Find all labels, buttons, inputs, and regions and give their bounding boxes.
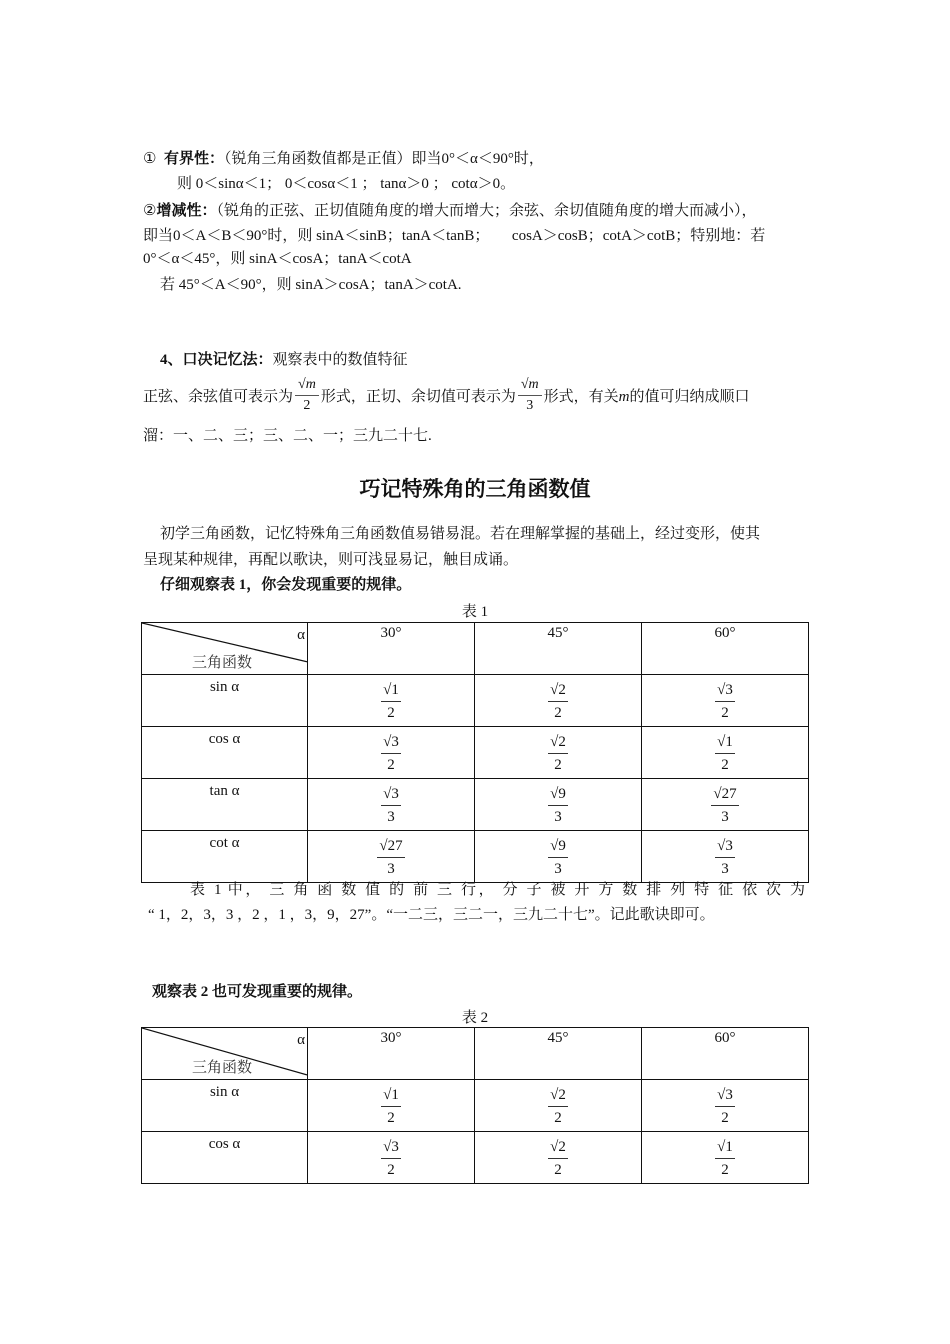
- table-row: [142, 727, 809, 779]
- row-label-cot: cot α: [209, 835, 240, 851]
- boundedness-heading: 有界性：: [163, 151, 224, 167]
- value-fraction: $\frac{√3}{2}$: [381, 1136, 401, 1181]
- intro-line2: 呈现某种规律，再配以歌诀，则可浅显易记，触目成诵。: [143, 552, 519, 568]
- value-fraction: $\frac{√1}{2}$: [381, 1084, 401, 1129]
- monotonicity-intro: （锐角的正弦、正切值随角度的增大而增大；余弦、余切值随角度的增大而减小），: [216, 203, 757, 219]
- row-label-tan: tan α: [209, 783, 240, 799]
- sqrt-icon: √: [550, 682, 559, 698]
- value-fraction: $\frac{√1}{2}$: [381, 679, 401, 724]
- sqrt-icon: √: [383, 786, 392, 802]
- corner-function-label: 三角函数: [192, 1058, 253, 1076]
- table2-col-45: 45°: [475, 1028, 642, 1080]
- table1-col-60: 60°: [642, 623, 809, 675]
- table2-corner-cell: [142, 1028, 308, 1080]
- value-fraction: $\frac{√2}{2}$: [548, 731, 568, 776]
- sqrt-icon: √: [383, 682, 392, 698]
- monotonicity-line4: 若 45°＜A＜90°，则 sinA＞cosA；tanA＞cotA.: [160, 277, 462, 293]
- value-fraction: $\frac{√2}{2}$: [548, 1136, 568, 1181]
- mnemonic-line2: 溜：一、二、三；三、二、一；三九二十七.: [143, 428, 432, 444]
- table1-note-line2: “ 1，2，3，3 ，2 ，1 ，3，9，27”。“一二三，三二一，三九二十七”。记此歌诀即可。: [148, 907, 715, 923]
- sqrt-icon: √: [550, 838, 559, 854]
- table1-corner-cell: [142, 623, 308, 675]
- row-label-sin: sin α: [209, 679, 240, 695]
- value-fraction: $\frac{√3}{2}$: [381, 731, 401, 776]
- sqrt-icon: √: [379, 838, 388, 854]
- sqrt-icon: √: [550, 786, 559, 802]
- mnemonic-heading-line: [160, 350, 408, 370]
- boundedness-result: 则 0＜sinα＜1； 0＜cosα＜1 ； tanα＞0 ； cotα＞0。: [177, 176, 516, 192]
- mnemonic-line1: [143, 377, 750, 418]
- sqrt-icon: √: [383, 734, 392, 750]
- mnemonic-text-a: 正弦、余弦值可表示为: [143, 388, 294, 405]
- sqrt-icon: √: [717, 734, 726, 750]
- value-fraction: $\frac{√27}{3}$: [711, 783, 738, 828]
- table2-col-30: 30°: [308, 1028, 475, 1080]
- corner-alpha-label: α: [297, 627, 305, 643]
- mnemonic-heading: 4、口决记忆法：: [160, 352, 273, 368]
- fraction-sqrt-m-over-2: $\frac{√m}{2}$: [295, 375, 319, 416]
- mnemonic-text-d: 的值可归纳成顺口: [629, 388, 750, 405]
- value-fraction: $\frac{√2}{2}$: [548, 1084, 568, 1129]
- table1-caption: 表 1: [461, 604, 489, 620]
- value-fraction: $\frac{√2}{2}$: [548, 679, 568, 724]
- fraction-sqrt-m-over-3: $\frac{√m}{3}$: [518, 375, 542, 416]
- sqrt-icon: √: [550, 1139, 559, 1155]
- marker-2: ②: [143, 203, 157, 219]
- article-title: 巧记特殊角的三角函数值: [359, 477, 591, 501]
- corner-function-label: 三角函数: [192, 653, 253, 671]
- table1: [141, 622, 809, 883]
- value-fraction: $\frac{√3}{3}$: [715, 835, 735, 880]
- boundedness-intro: （锐角三角函数值都是正值）即当0°＜α＜90°时，: [223, 151, 544, 167]
- value-fraction: $\frac{√9}{3}$: [548, 835, 568, 880]
- value-fraction: $\frac{√9}{3}$: [548, 783, 568, 828]
- sqrt-icon: √: [520, 377, 529, 392]
- mnemonic-text-c: 形式，有关: [543, 388, 619, 405]
- table-row: [142, 675, 809, 727]
- sqrt-icon: √: [383, 1139, 392, 1155]
- mnemonic-text-b: 形式，正切、余切值可表示为: [320, 388, 516, 405]
- table1-note-line1: 表 1 中， 三 角 函 数 值 的 前 三 行， 分 子 被 开 方 数 排 列 特 征 依 次 为: [190, 882, 805, 898]
- sqrt-icon: √: [383, 1087, 392, 1103]
- row-label-cos: cos α: [208, 731, 241, 747]
- boundedness-line: [143, 149, 544, 169]
- table2-caption: 表 2: [461, 1010, 489, 1026]
- monotonicity-heading: 增减性：: [156, 203, 217, 219]
- table1-col-45: 45°: [475, 623, 642, 675]
- table1-col-30: 30°: [308, 623, 475, 675]
- intro-line1: 初学三角函数，记忆特殊角三角函数值易错易混。若在理解掌握的基础上，经过变形，使其: [160, 526, 761, 542]
- mnemonic-var-m: m: [618, 388, 630, 405]
- table-row: [142, 1080, 809, 1132]
- value-fraction: $\frac{√1}{2}$: [715, 1136, 735, 1181]
- marker-1: ①: [143, 151, 157, 167]
- monotonicity-line3: 0°＜α＜45°，则 sinA＜cosA；tanA＜cotA: [143, 251, 412, 267]
- value-fraction: $\frac{√1}{2}$: [715, 731, 735, 776]
- table2: [141, 1027, 809, 1184]
- value-fraction: $\frac{√27}{3}$: [377, 835, 404, 880]
- monotonicity-line2: 即当0＜A＜B＜90°时，则 sinA＜sinB；tanA＜tanB； cosA＞cosB；cotA＞cotB；特别地：若: [143, 228, 766, 244]
- row-label-sin: sin α: [209, 1084, 240, 1100]
- table1-header-row: [142, 623, 809, 675]
- table-row: [142, 1132, 809, 1184]
- sqrt-icon: √: [717, 682, 726, 698]
- value-fraction: $\frac{√3}{2}$: [715, 1084, 735, 1129]
- sqrt-icon: √: [717, 838, 726, 854]
- sqrt-icon: √: [713, 786, 722, 802]
- sqrt-icon: √: [717, 1139, 726, 1155]
- sqrt-icon: √: [298, 377, 306, 392]
- prompt-table2: 观察表 2 也可发现重要的规律。: [152, 984, 363, 1000]
- table2-header-row: [142, 1028, 809, 1080]
- sqrt-icon: √: [717, 1087, 726, 1103]
- corner-alpha-label: α: [297, 1032, 305, 1048]
- mnemonic-heading-tail: 观察表中的数值特征: [272, 352, 408, 368]
- value-fraction: $\frac{√3}{2}$: [715, 679, 735, 724]
- table2-col-60: 60°: [642, 1028, 809, 1080]
- monotonicity-line: [143, 201, 756, 221]
- row-label-cos: cos α: [208, 1136, 241, 1152]
- prompt-table1: 仔细观察表 1，你会发现重要的规律。: [160, 577, 412, 593]
- table-row: [142, 779, 809, 831]
- sqrt-icon: √: [550, 734, 559, 750]
- value-fraction: $\frac{√3}{3}$: [381, 783, 401, 828]
- table-row: [142, 831, 809, 883]
- sqrt-icon: √: [550, 1087, 559, 1103]
